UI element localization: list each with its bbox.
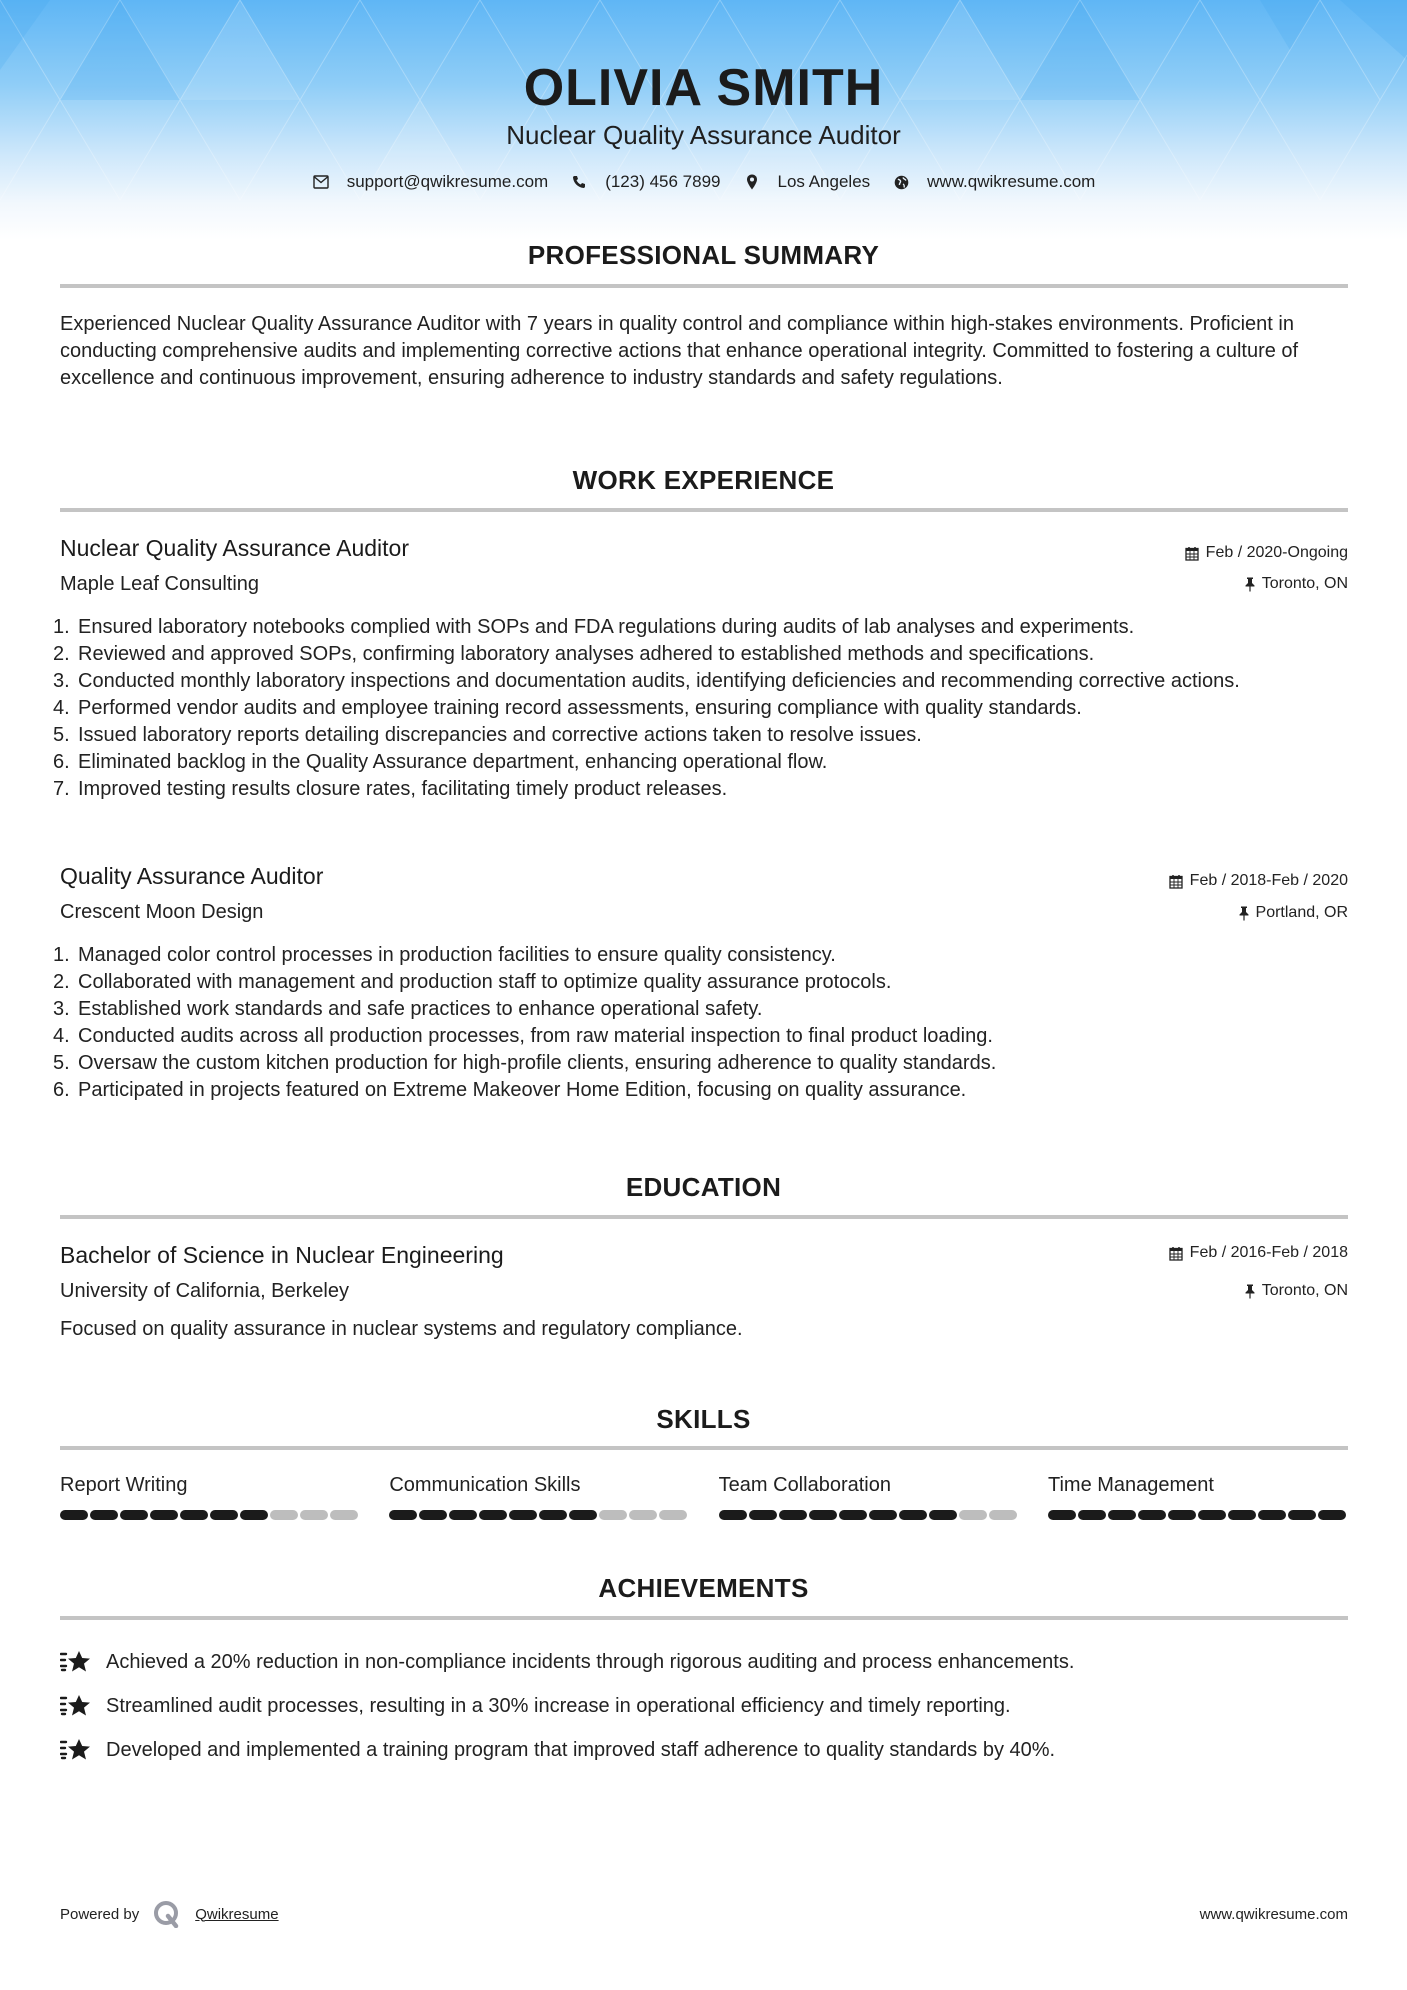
contact-location-text: Los Angeles <box>777 172 871 191</box>
job-dates-text: Feb / 2020-Ongoing <box>1205 544 1348 561</box>
education-degree: Bachelor of Science in Nuclear Engineering <box>60 1242 504 1268</box>
experience-heading: WORK EXPERIENCE <box>572 465 835 495</box>
summary-heading: PROFESSIONAL SUMMARY <box>527 240 880 270</box>
pushpin-icon <box>1245 577 1255 592</box>
list-item: 2. Collaborated with management and production staff to optimize quality assurance protocols. <box>53 971 892 993</box>
list-item: 1. Ensured laboratory notebooks complied with SOPs and FDA regulations during audits of lab analyses and experiments. <box>53 616 1135 638</box>
skills-list <box>60 1474 1348 1520</box>
rating-segment-empty <box>989 1510 1017 1520</box>
list-item: 4. Conducted audits across all production processes, from raw material inspection to final product loading. <box>53 1025 993 1047</box>
rating-segment-filled <box>1228 1510 1256 1520</box>
education-dates <box>1169 1244 1348 1262</box>
skill-rating-bar <box>389 1510 689 1520</box>
rating-segment-filled <box>1168 1510 1196 1520</box>
skill-label: Report Writing <box>60 1474 188 1496</box>
job-title: Nuclear Quality Assurance Auditor <box>60 535 410 561</box>
list-item: 1. Managed color control processes in production facilities to ensure quality consistency. <box>53 944 836 966</box>
education-dates-text: Feb / 2016-Feb / 2018 <box>1189 1244 1348 1261</box>
education-location <box>1245 1282 1348 1300</box>
rating-segment-empty <box>330 1510 358 1520</box>
contact-location <box>743 172 871 192</box>
list-item: 7. Improved testing results closure rates, facilitating timely product releases. <box>53 778 728 800</box>
list-item: 4. Performed vendor audits and employee training record assessments, ensuring compliance with quality standards. <box>53 697 1082 719</box>
calendar-icon <box>1185 546 1199 561</box>
candidate-title: Nuclear Quality Assurance Auditor <box>506 120 901 150</box>
rating-segment-filled <box>389 1510 417 1520</box>
rating-segment-filled <box>1108 1510 1136 1520</box>
rating-segment-filled <box>749 1510 777 1520</box>
rating-segment-filled <box>779 1510 807 1520</box>
job-location-text: Portland, OR <box>1255 904 1348 921</box>
rating-segment-filled <box>210 1510 238 1520</box>
rating-segment-empty <box>300 1510 328 1520</box>
achievement-star-icon <box>60 1648 92 1676</box>
education-location-text: Toronto, ON <box>1261 1282 1348 1299</box>
skill-item <box>60 1474 360 1520</box>
globe-icon <box>892 173 910 191</box>
rating-segment-filled <box>809 1510 837 1520</box>
rating-segment-filled <box>1258 1510 1286 1520</box>
achievement-item <box>60 1728 1360 1772</box>
rating-segment-filled <box>1078 1510 1106 1520</box>
contact-email[interactable] <box>312 172 549 192</box>
job-dates-text: Feb / 2018-Feb / 2020 <box>1189 872 1348 889</box>
rating-segment-filled <box>120 1510 148 1520</box>
list-item: 5. Issued laboratory reports detailing discrepancies and corrective actions taken to resolve issues. <box>53 724 922 746</box>
list-item: 6. Eliminated backlog in the Quality Assurance department, enhancing operational flow. <box>53 751 828 773</box>
rating-segment-filled <box>1318 1510 1346 1520</box>
education-description: Focused on quality assurance in nuclear systems and regulatory compliance. <box>60 1318 743 1340</box>
job-company: Maple Leaf Consulting <box>60 573 260 595</box>
candidate-name: OLIVIA SMITH <box>523 59 884 117</box>
section-divider <box>60 1215 1348 1219</box>
achievements-heading: ACHIEVEMENTS <box>598 1573 809 1603</box>
job-location <box>1239 904 1348 922</box>
envelope-icon <box>312 173 330 191</box>
contact-phone-text: (123) 456 7899 <box>605 172 721 191</box>
rating-segment-filled <box>1288 1510 1316 1520</box>
rating-segment-filled <box>839 1510 867 1520</box>
rating-segment-filled <box>1138 1510 1166 1520</box>
section-divider <box>60 1446 1348 1450</box>
section-divider <box>60 284 1348 288</box>
summary-text: Experienced Nuclear Quality Assurance Auditor with 7 years in quality control and compliance within high-stakes environments. Proficient in conducting comprehensive audits and implementing corrective actions that enhance operational integrity. Committed to fostering a culture of excellence and continuous improvement, ensuring adherence to industry standards and safety regulations. <box>60 313 1299 389</box>
skill-item <box>389 1474 689 1520</box>
contact-phone[interactable] <box>570 172 720 192</box>
rating-segment-empty <box>599 1510 627 1520</box>
section-divider <box>60 1616 1348 1620</box>
skill-label: Communication Skills <box>389 1474 581 1496</box>
achievement-star-icon <box>60 1692 92 1720</box>
rating-segment-filled <box>449 1510 477 1520</box>
contact-website-text: www.qwikresume.com <box>927 172 1096 191</box>
rating-segment-filled <box>929 1510 957 1520</box>
rating-segment-filled <box>1048 1510 1076 1520</box>
qwikresume-logo-icon <box>153 1900 181 1928</box>
contact-info <box>0 172 1407 192</box>
job-company: Crescent Moon Design <box>60 901 264 923</box>
education-heading: EDUCATION <box>625 1172 782 1202</box>
rating-segment-filled <box>419 1510 447 1520</box>
rating-segment-filled <box>90 1510 118 1520</box>
powered-by-label: Powered by <box>60 1905 140 1923</box>
achievement-star-icon <box>60 1736 92 1764</box>
calendar-icon <box>1169 874 1183 889</box>
contact-email-text: support@qwikresume.com <box>346 172 549 191</box>
list-item: 3. Established work standards and safe practices to enhance operational safety. <box>53 998 763 1020</box>
rating-segment-filled <box>569 1510 597 1520</box>
list-item: 6. Participated in projects featured on Extreme Makeover Home Edition, focusing on quality assurance. <box>53 1079 967 1101</box>
rating-segment-empty <box>629 1510 657 1520</box>
education-school: University of California, Berkeley <box>60 1280 349 1302</box>
rating-segment-empty <box>659 1510 687 1520</box>
rating-segment-filled <box>60 1510 88 1520</box>
skill-label: Time Management <box>1047 1474 1214 1496</box>
job-dates <box>1169 872 1348 890</box>
skill-rating-bar <box>60 1510 360 1520</box>
achievement-text: Developed and implemented a training program that improved staff adherence to quality standards by 40%. <box>106 1738 1056 1761</box>
achievement-item <box>60 1684 1360 1728</box>
achievement-text: Achieved a 20% reduction in non-compliance incidents through rigorous auditing and process enhancements. <box>106 1650 1075 1673</box>
pushpin-icon <box>1245 1284 1255 1299</box>
rating-segment-filled <box>899 1510 927 1520</box>
rating-segment-empty <box>959 1510 987 1520</box>
rating-segment-filled <box>479 1510 507 1520</box>
rating-segment-filled <box>539 1510 567 1520</box>
rating-segment-filled <box>719 1510 747 1520</box>
rating-segment-filled <box>150 1510 178 1520</box>
resume-header <box>0 0 1407 240</box>
skills-heading: SKILLS <box>656 1404 751 1434</box>
skill-item <box>719 1474 1019 1520</box>
skill-label: Team Collaboration <box>718 1474 891 1496</box>
section-divider <box>60 508 1348 512</box>
rating-segment-empty <box>270 1510 298 1520</box>
job-location-text: Toronto, ON <box>1261 575 1348 592</box>
pushpin-icon <box>1239 906 1249 921</box>
job-location <box>1245 575 1348 593</box>
footer-website[interactable]: www.qwikresume.com <box>1199 1906 1348 1923</box>
rating-segment-filled <box>180 1510 208 1520</box>
list-item: 2. Reviewed and approved SOPs, confirming laboratory analyses adhered to established methods and specifications. <box>53 643 1095 665</box>
skill-rating-bar <box>719 1510 1019 1520</box>
phone-icon <box>570 173 588 191</box>
map-marker-icon <box>743 173 761 191</box>
footer-powered-by <box>60 1900 279 1928</box>
job-dates <box>1185 544 1348 562</box>
rating-segment-filled <box>509 1510 537 1520</box>
rating-segment-filled <box>240 1510 268 1520</box>
skill-rating-bar <box>1048 1510 1348 1520</box>
achievement-item <box>60 1640 1360 1684</box>
skill-item <box>1048 1474 1348 1520</box>
job-responsibilities <box>53 614 1353 803</box>
list-item: 5. Oversaw the custom kitchen production for high-profile clients, ensuring adherence to quality standards. <box>53 1052 997 1074</box>
list-item: 3. Conducted monthly laboratory inspections and documentation audits, identifying deficiencies and recommending corrective actions. <box>53 670 1240 692</box>
job-title: Quality Assurance Auditor <box>60 863 324 889</box>
job-responsibilities <box>53 942 1353 1104</box>
achievements-list <box>60 1640 1360 1772</box>
rating-segment-filled <box>1198 1510 1226 1520</box>
qwikresume-link[interactable]: Qwikresume <box>195 1905 279 1923</box>
calendar-icon <box>1169 1246 1183 1261</box>
contact-website[interactable] <box>892 172 1095 192</box>
rating-segment-filled <box>869 1510 897 1520</box>
achievement-text: Streamlined audit processes, resulting in a 30% increase in operational efficiency and timely reporting. <box>106 1694 1011 1717</box>
